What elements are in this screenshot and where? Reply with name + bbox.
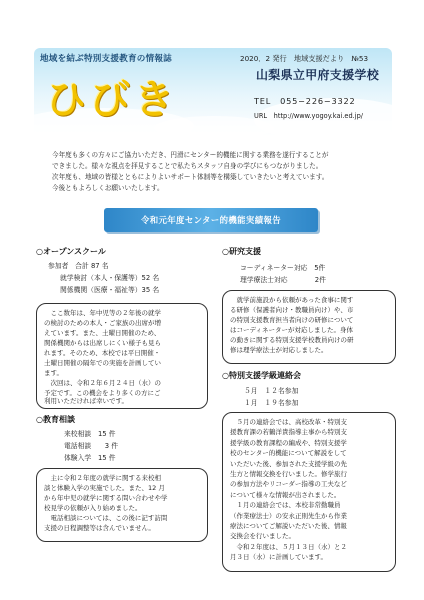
note-line: 関係機関からは出席しにくい様子も見ら xyxy=(44,339,161,347)
note-line: 令和２年度は、５月１３日（水）と２ xyxy=(236,542,347,551)
note-line: ます。 xyxy=(44,369,63,377)
school-url[interactable]: URL http://www.yogoy.kai.ed.jp/ xyxy=(254,112,364,120)
liaison-jan: １月 １９名参加 xyxy=(244,399,299,407)
open-school-agencies: 関係機関（医療・福祉等）35 名 xyxy=(60,286,160,294)
consult-trial: 体験入学 15 件 xyxy=(64,454,116,462)
open-school-families: 就学検討（本人・保護等）52 名 xyxy=(60,274,160,282)
note-line: （作業療法士）の安永正則先生から作業 xyxy=(230,511,347,520)
note-line: 予定です。この機会をより多くの方にご xyxy=(44,389,161,397)
note-line: 支援の日程調整等は含んでいません。 xyxy=(44,524,155,532)
note-line: 利用いただければ幸いです。 xyxy=(44,397,128,405)
research-therapist: 理学療法士対応 2件 xyxy=(240,276,326,284)
intro-line: 今年度も多くの方々にご協力いただき、円滑にセンター的機能に関する業務を遂行することが xyxy=(52,151,329,159)
note-line: いただいた後、参加された支援学級の先 xyxy=(230,459,347,468)
note-line: えています。また、土曜日開催のため、 xyxy=(44,329,161,337)
note-line: 交換会を行いました。 xyxy=(230,532,295,541)
note-line: 月３日（水）に計画しています。 xyxy=(230,553,327,562)
note-line: ５月の連絡会では、高校改革・特別支 xyxy=(236,418,347,426)
research-heading: ○研究支援 xyxy=(222,247,261,256)
liaison-may: ５月 １２名参加 xyxy=(244,387,299,395)
note-line: 校のセンター的機能について解説をして xyxy=(230,449,347,458)
newsletter-tagline: 地域を結ぶ特別支援教育の情報誌 xyxy=(40,54,172,64)
note-line: る研修（保護者向け・教職員向け）や、市 xyxy=(230,306,354,314)
note-line: 次回は、令和２年６月２４日（水）の xyxy=(50,379,161,387)
note-line: １月の連絡会では、本校非常勤職員 xyxy=(236,501,341,510)
consult-phone: 電話相談 3 件 xyxy=(64,442,119,450)
note-line: 援教育課の若鶴洋貴指導主事から特別支 xyxy=(230,428,347,437)
note-line: 生方と情報交換を行いました。修学旅行 xyxy=(230,470,347,478)
school-name: 山梨県立甲府支援学校 xyxy=(256,68,380,82)
note-line: 土曜日開催の隔年での実施を計画してい xyxy=(44,359,161,367)
open-school-total: 参加者 合計 87 名 xyxy=(48,262,109,270)
research-coordinator: コーディネーター対応 5件 xyxy=(240,264,326,272)
intro-line: できました。様々な視点を拝見することで私たちスタッフ自身の学びにもつながりました。 xyxy=(52,162,323,170)
intro-line: 今後ともよろしくお願いいたします。 xyxy=(52,184,164,192)
note-line: の特別支援教育担当者向けの研修について xyxy=(230,316,354,324)
report-title: 令和元年度センター的機能実績報告 xyxy=(140,215,282,225)
note-line: の動きに関する特別支援学校教員向けの研 xyxy=(230,336,354,344)
note-line: 就学前施設から依頼があった食事に関す xyxy=(236,296,354,304)
note-line: について様々な情報が出されました。 xyxy=(230,490,341,499)
note-line: の参加方法やリコーダー指導の工夫など xyxy=(230,480,347,489)
note-line: 主に令和２年度の就学に関する来校相 xyxy=(50,474,161,482)
note-line: れます。そのため、本校では平日開催・ xyxy=(44,349,161,357)
note-line: 修は理学療法士が対応しました。 xyxy=(230,346,328,354)
note-line: 談と体験入学の実施でした。また、12 月 xyxy=(44,484,165,492)
note-line: 療法についてご解説いただいた後、情報 xyxy=(230,522,347,530)
intro-line: 次年度も、地域の皆様とともによりよいサポート体制等を構築していきたいと考えています。 xyxy=(52,173,329,181)
note-line: ここ数年は、年中児等の２年後の就学 xyxy=(50,309,161,317)
note-line: はコーディネーターが対応しました。身体 xyxy=(230,326,353,334)
open-school-heading: ○オープンスクール xyxy=(36,247,106,256)
note-line: 電話相談については、この後に記す訪問 xyxy=(50,514,168,522)
note-line: 校見学の依頼が入り始めました。 xyxy=(44,504,142,512)
newsletter-logo: ひびき xyxy=(46,77,178,123)
liaison-heading: ○特別支援学級連絡会 xyxy=(222,371,301,380)
consult-visit: 来校相談 15 件 xyxy=(64,430,116,438)
consult-heading: ○教育相談 xyxy=(36,415,75,424)
note-line: から年中児の就学に関する問い合わせや学 xyxy=(44,494,168,502)
note-line: の検討のための本人・ご家族の出席が増 xyxy=(44,319,161,327)
phone-number: TEL 055−226−3322 xyxy=(254,96,356,106)
issue-info: 2020．2 発行 地域支援だより №53 xyxy=(240,54,369,63)
note-line: 援学級の教育課程の編成や、特別支援学 xyxy=(230,438,347,447)
